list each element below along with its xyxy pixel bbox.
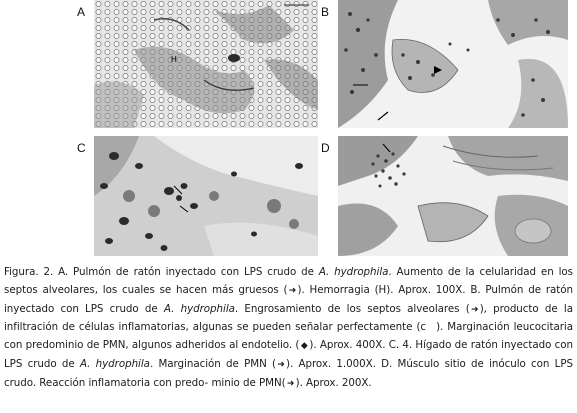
figure-caption	[4, 264, 573, 394]
micrograph-a	[94, 0, 318, 128]
species-name: A. hydrophila	[318, 266, 389, 278]
micrograph-d	[338, 136, 568, 256]
caption-line-5: (c ). Marginación leucocitaria con predominio de PMN, algunos adheridos al endotelio. ( ◆ ).	[4, 321, 573, 351]
panel-label-d: D	[321, 141, 330, 155]
caption-line-3: Pulmón de ratón inyectado con LPS crudo de A. hydrophila. Engrosamiento de los septos alveolares	[4, 283, 573, 315]
caption-line-7: (➜). Aprox. 1.000X. D. Músculo sitio de inóculo con LPS crudo. Reacción inflamatoria con predo-	[4, 357, 574, 389]
micrograph-a-image	[94, 0, 318, 128]
caption-line-1: Figura. 2. A. Pulmón de ratón inyectado con LPS crudo de A. hydrophila. Aumento de la celularidad	[4, 266, 537, 278]
species-name: A. hydrophila	[79, 357, 150, 370]
arrow-icon: ➜	[470, 304, 479, 315]
species-name: A. hydrophila	[163, 302, 235, 315]
caption-line-8: minio de PMN(➜). Aprox. 200X.	[211, 377, 371, 389]
arrow-icon: ➜	[286, 378, 295, 389]
caption-line-6: Aprox. 400X. C. 4. Hígado de ratón inyectado con LPS crudo de A. hydrophila. Marginación de PMN	[4, 339, 573, 370]
micrograph-c	[94, 136, 318, 256]
panel-label-a: A	[77, 5, 86, 19]
arrow-icon: ➜	[277, 359, 285, 370]
micrograph-b	[338, 0, 568, 128]
micrograph-d-image	[338, 136, 568, 256]
arrow-icon: ➜	[288, 285, 297, 296]
panel-label-b: B	[321, 5, 330, 19]
micrograph-b-image	[338, 0, 568, 128]
hemorrhage-marker: H	[171, 55, 177, 64]
panel-label-c: C	[77, 141, 86, 155]
micrograph-c-image	[94, 136, 318, 256]
caption-line-2: en los septos alveolares, los cuales se hacen más gruesos (➜). Hemorragia (H). Aprox. 100X. B.	[4, 266, 573, 296]
diamond-icon: ◆	[300, 341, 308, 352]
caption-line-4: (➜), producto de la infiltración de células inflamatorias, algunas se pueden señalar perfectamente	[4, 302, 573, 334]
